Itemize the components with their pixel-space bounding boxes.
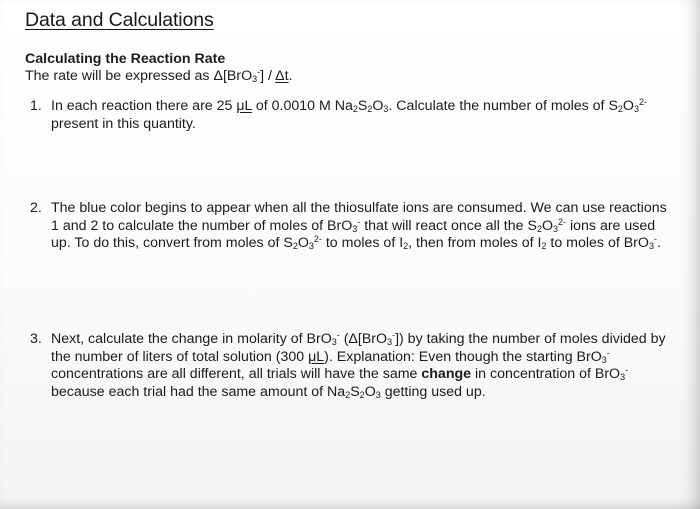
unit-text: μL: [308, 348, 325, 365]
section-heading: Calculating the Reaction Rate: [25, 51, 226, 67]
text-run: concentrations are all different, all trials will have the same: [51, 366, 422, 382]
subscript: 3: [601, 354, 607, 365]
question-line: [51, 349, 685, 367]
subscript: 3: [648, 241, 654, 251]
intro-lead: The rate will be expressed as: [25, 68, 214, 84]
subscript: 2: [536, 223, 542, 234]
question-line: [51, 384, 685, 402]
unit-text: μL: [236, 98, 252, 114]
intro-delta-conc: Δ[BrO: [213, 68, 253, 84]
intro-delta-t: Δt: [275, 68, 289, 84]
text-run: In each reaction there are 25: [51, 98, 237, 114]
subscript: 2: [403, 241, 409, 251]
subscript: 2: [352, 104, 358, 114]
question-line: [51, 331, 685, 349]
subscript: 3: [387, 337, 393, 347]
text-run: , then from moles of I: [408, 235, 542, 251]
text-run: Next, calculate the change in molarity of BrO: [51, 331, 332, 347]
superscript: -: [357, 216, 361, 227]
question-line: present in this quantity.: [51, 115, 196, 132]
question-line: [51, 218, 685, 236]
subscript: 3: [308, 241, 314, 251]
question-2: [25, 200, 685, 253]
question-number: 3.: [30, 331, 42, 347]
subscript: 3: [375, 389, 381, 400]
text-run: of 0.0010 M Na: [251, 98, 353, 114]
intro-close: ] /: [260, 68, 276, 84]
text-run: that will react once all the S: [360, 217, 537, 234]
superscript: 2-: [638, 97, 647, 107]
superscript: -: [653, 234, 657, 244]
emphasis-text: change: [421, 366, 472, 382]
subscript: 2: [367, 104, 373, 114]
text-run: S: [350, 383, 360, 400]
superscript: -: [257, 67, 261, 77]
text-run: O: [364, 383, 376, 400]
subscript: 2: [292, 241, 298, 251]
text-run: . Calculate the number of moles of S: [388, 98, 618, 114]
page-title: Data and Calculations: [25, 9, 214, 31]
subscript: 3: [331, 337, 337, 347]
subscript: 2: [359, 389, 365, 400]
text-run: to moles of BrO: [546, 235, 649, 251]
superscript: -: [392, 330, 396, 340]
text-run: ions are used: [566, 217, 656, 234]
superscript: -: [606, 347, 610, 358]
text-run: the number of liters of total solution (300: [51, 348, 309, 365]
subscript: 3: [352, 223, 358, 234]
text-run: getting used up.: [380, 383, 486, 400]
text-run: ). Explanation: Even though the starting BrO: [324, 348, 602, 365]
text-run: in concentration of BrO: [471, 366, 621, 382]
subscript: 3: [633, 104, 639, 114]
text-run: O: [372, 98, 384, 114]
subscript: 3: [383, 104, 389, 114]
superscript: 2-: [558, 216, 567, 227]
question-line: [51, 98, 685, 116]
question-number: 1.: [30, 98, 42, 114]
superscript: -: [625, 365, 629, 375]
subscript: 2: [617, 104, 623, 114]
superscript: 2-: [313, 234, 322, 244]
text-run: because each trial had the same amount of Na: [51, 383, 346, 400]
text-run: up. To do this, convert from moles of S: [51, 235, 293, 251]
text-run: ]) by taking the number of moles divided by: [395, 331, 666, 347]
text-run: O: [541, 217, 553, 234]
subscript: 3: [252, 74, 258, 84]
text-run: to moles of I: [321, 235, 404, 251]
subscript: 2: [345, 389, 351, 400]
text-run: (Δ[BrO: [339, 331, 388, 347]
question-1: [25, 98, 685, 133]
superscript: -: [336, 330, 340, 340]
intro-period: .: [288, 68, 293, 84]
text-run: 1 and 2 to calculate the number of moles of BrO: [51, 217, 353, 234]
intro-text: [25, 68, 293, 84]
question-line: The blue color begins to appear when all the thiosulfate ions are consumed. We can use reactions: [51, 200, 667, 216]
text-run: O: [622, 98, 634, 114]
subscript: 3: [553, 223, 559, 234]
question-line: [51, 366, 685, 384]
question-line: [51, 235, 685, 253]
subscript: 3: [620, 372, 626, 382]
text-run: S: [357, 98, 368, 114]
question-number: 2.: [30, 200, 42, 216]
question-3: [25, 331, 685, 401]
subscript: 2: [541, 241, 547, 251]
text-run: .: [656, 235, 661, 251]
text-run: O: [297, 235, 309, 251]
